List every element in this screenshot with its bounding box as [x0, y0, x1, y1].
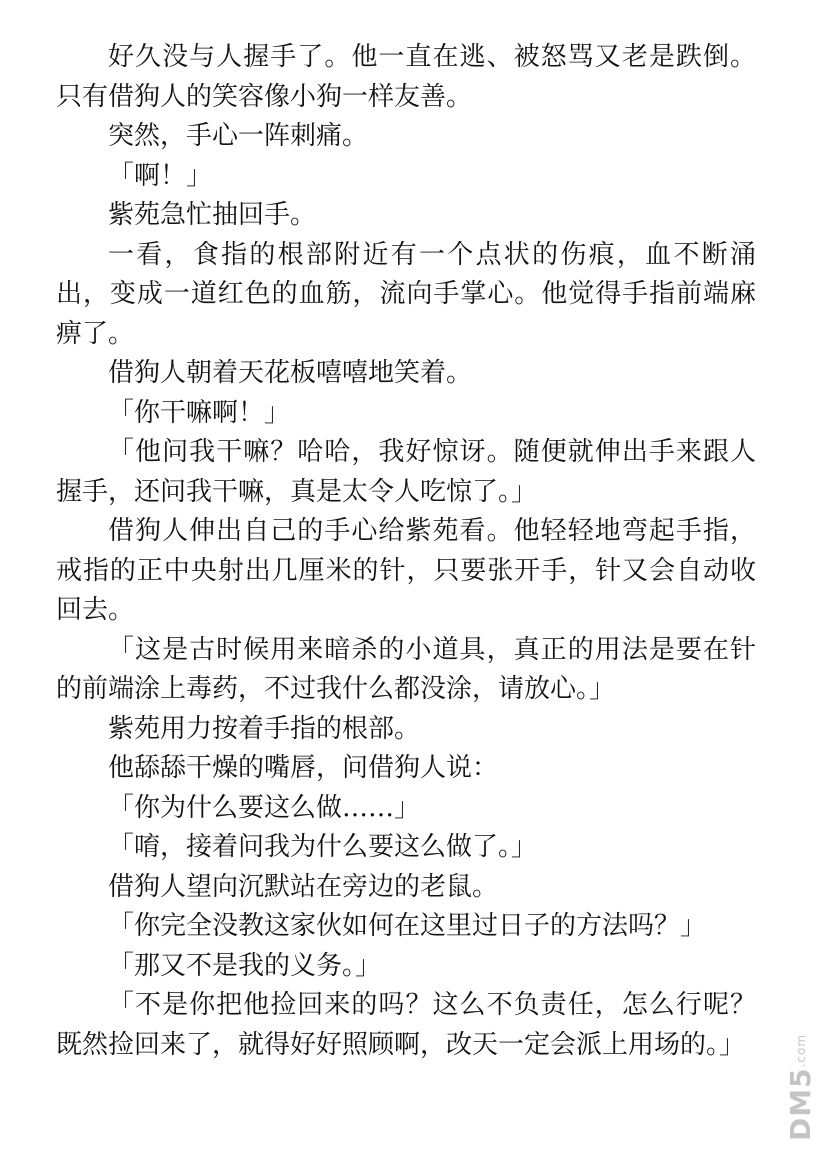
paragraph-7: 「你干嘛啊！」 — [108, 397, 291, 428]
paragraph-18: 「不是你把他捡回来的吗？这么不负责任，怎么行呢？既然捡回来了，就得好好照顾啊，改天一定会派上用场的。」 — [56, 990, 756, 1060]
paragraph-9: 借狗人伸出自己的手心给紫苑看。他轻轻地弯起手指，戒指的正中央射出几厘米的针，只要张开手，针又会自动收回去。 — [56, 516, 756, 625]
paragraph-2: 突然，手心一阵刺痛。 — [108, 121, 369, 151]
paragraph-1: 好久没与人握手了。他一直在逃、被怒骂又老是跌倒。只有借狗人的笑容像小狗一样友善。 — [56, 42, 756, 112]
paragraph-6: 借狗人朝着天花板嘻嘻地笑着。 — [108, 358, 473, 388]
paragraph-8: 「他问我干嘛？哈哈，我好惊讶。随便就伸出手来跟人握手，还问我干嘛，真是太令人吃惊了。」 — [56, 437, 756, 507]
watermark-main: DM5 — [784, 1067, 817, 1141]
paragraph-3: 「啊！」 — [108, 160, 213, 191]
site-watermark — [784, 1031, 820, 1141]
paragraph-11: 紫苑用力按着手指的根部。 — [108, 713, 421, 744]
paragraph-13: 「你为什么要这么做……」 — [108, 792, 421, 823]
paragraph-4: 紫苑急忙抽回手。 — [108, 200, 317, 230]
watermark-suffix: .com — [794, 1033, 808, 1068]
paragraph-17: 「那又不是我的义务。」 — [108, 950, 382, 981]
paragraph-14: 「唷，接着问我为什么要这么做了。」 — [108, 832, 538, 862]
paragraph-15: 借狗人望向沉默站在旁边的老鼠。 — [108, 871, 499, 902]
paragraph-10: 「这是古时候用来暗杀的小道具，真正的用法是要在针的前端涂上毒药，不过我什么都没涂，请放心。」 — [56, 634, 756, 704]
page-text-body — [56, 38, 756, 1065]
paragraph-12: 他舔舔干燥的嘴唇，问借狗人说： — [108, 753, 499, 783]
paragraph-5: 一看，食指的根部附近有一个点状的伤痕，血不断涌出，变成一道红色的血筋，流向手掌心。他觉得手指前端麻痹了。 — [56, 239, 756, 349]
paragraph-16: 「你完全没教这家伙如何在这里过日子的方法吗？」 — [108, 911, 707, 941]
